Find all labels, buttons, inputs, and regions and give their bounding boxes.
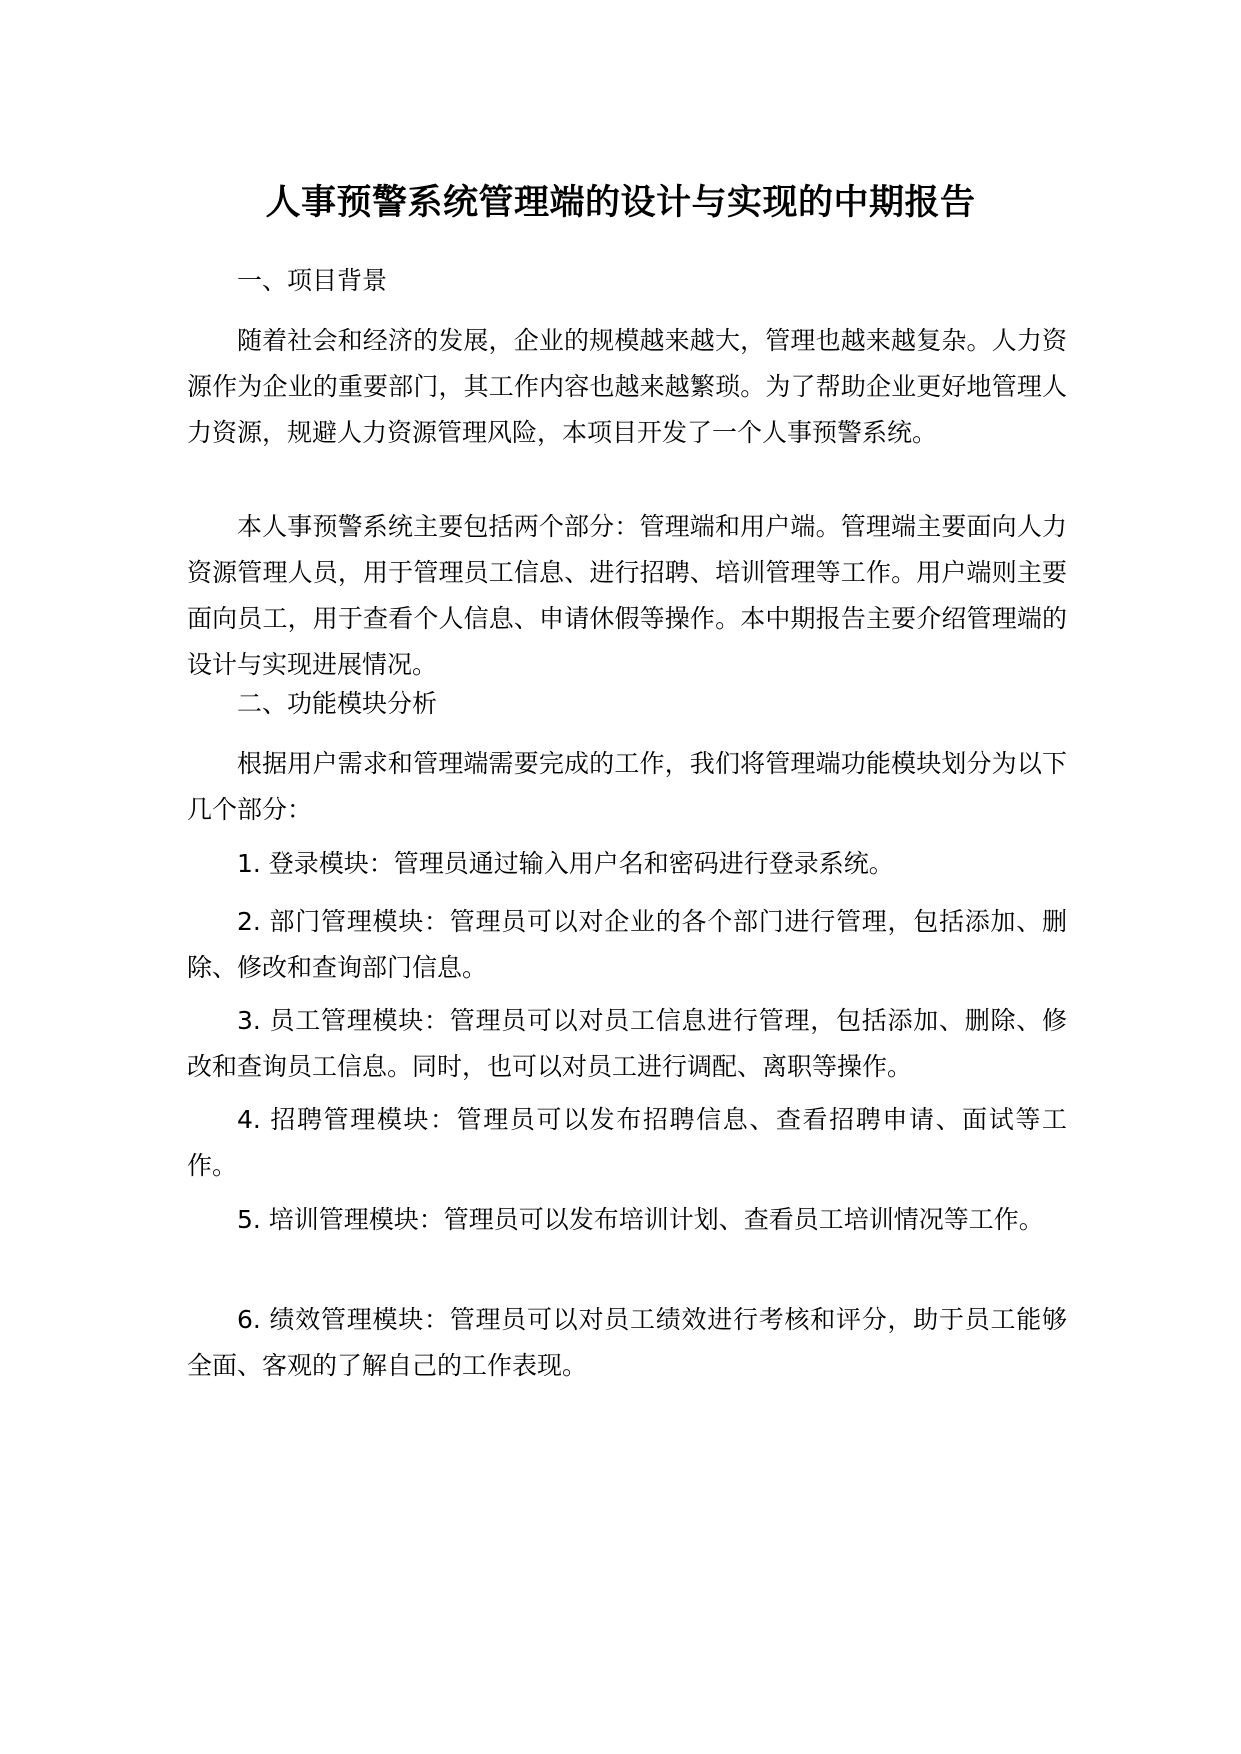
list-item-login-module: 1. 登录模块：管理员通过输入用户名和密码进行登录系统。: [237, 849, 894, 878]
list-item-training-module: 5. 培训管理模块：管理员可以发布培训计划、查看员工培训情况等工作。: [237, 1205, 1044, 1234]
document-title: 人事预警系统管理端的设计与实现的中期报告: [265, 183, 976, 223]
list-item-department-module: 2. 部门管理模块：管理员可以对企业的各个部门进行管理，包括添加、删除、修改和查询部门信息。: [187, 907, 1067, 982]
list-item-employee-module: 3. 员工管理模块：管理员可以对员工信息进行管理，包括添加、删除、修改和查询员工信息。同时，也可以对员工进行调配、离职等操作。: [187, 1006, 1067, 1081]
section-heading-modules: 二、功能模块分析: [237, 689, 438, 718]
section-heading-background: 一、项目背景: [237, 266, 388, 295]
paragraph-modules-intro: 根据用户需求和管理端需要完成的工作，我们将管理端功能模块划分为以下几个部分：: [187, 749, 1067, 824]
paragraph-background-2: 本人事预警系统主要包括两个部分：管理端和用户端。管理端主要面向人力资源管理人员，用于管理员工信息、进行招聘、培训管理等工作。用户端则主要面向员工，用于查看个人信息、申请休假等操作。本中期报告主要介绍管理端的设计与实现进展情况。: [187, 512, 1067, 679]
list-item-performance-module: 6. 绩效管理模块：管理员可以对员工绩效进行考核和评分，助于员工能够全面、客观的了解自己的工作表现。: [187, 1305, 1067, 1380]
paragraph-background-1: 随着社会和经济的发展，企业的规模越来越大，管理也越来越复杂。人力资源作为企业的重要部门，其工作内容也越来越繁琐。为了帮助企业更好地管理人力资源，规避人力资源管理风险，本项目开发了一个人事预警系统。: [187, 326, 1067, 447]
list-item-recruitment-module: 4. 招聘管理模块：管理员可以发布招聘信息、查看招聘申请、面试等工作。: [187, 1105, 1067, 1180]
